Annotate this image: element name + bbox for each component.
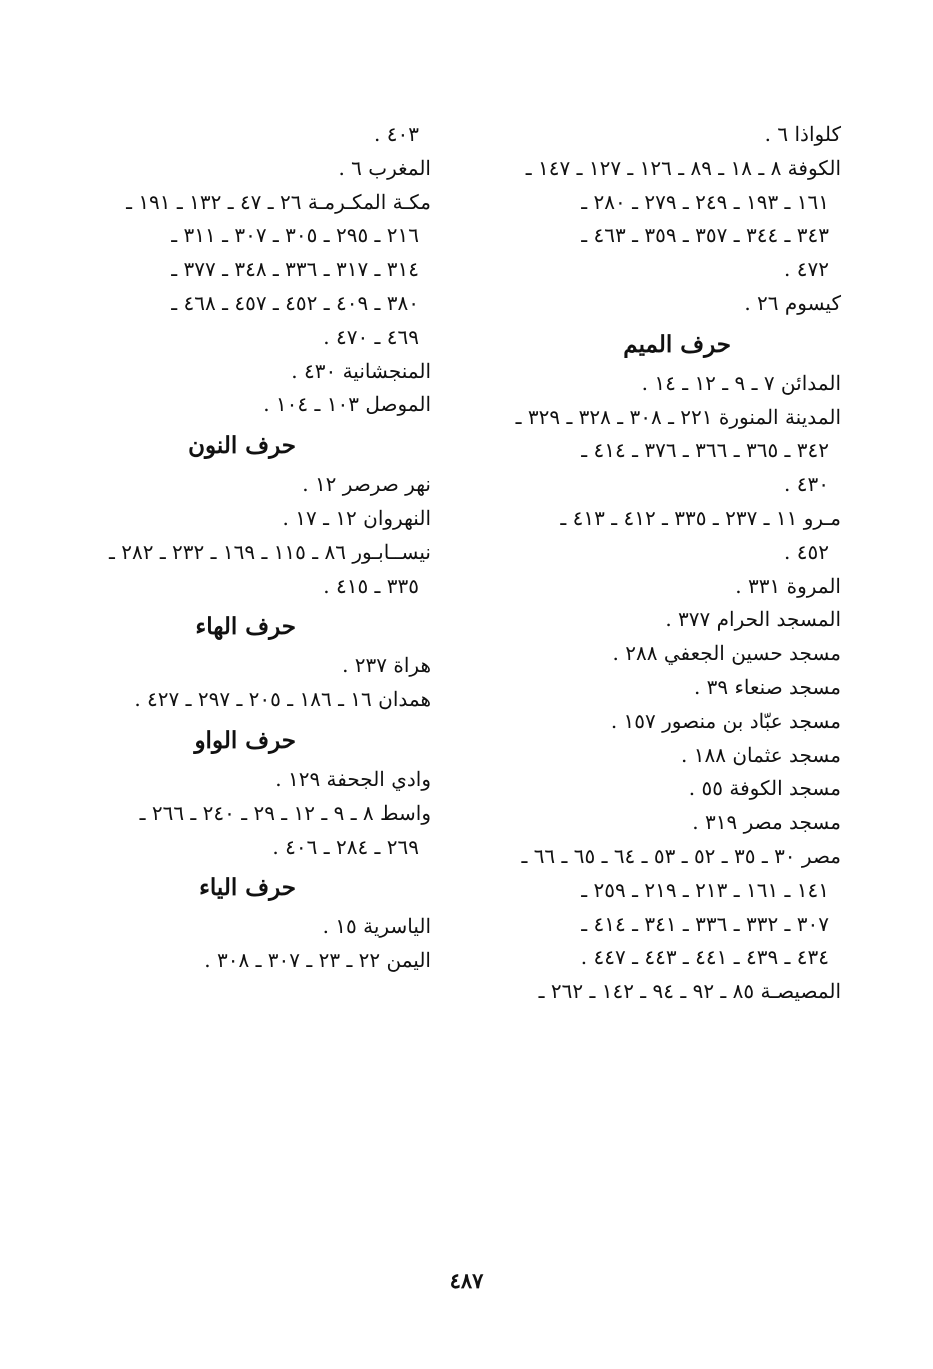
index-entry: وادي الجحفة ١٢٩ . [275, 766, 431, 791]
section-heading: حرف النون [188, 432, 296, 460]
section-heading: حرف الياء [199, 874, 296, 902]
index-entry: المسجد الحرام ٣٧٧ . [665, 607, 841, 632]
index-entry: المصيصـة ٨٥ ـ ٩٢ ـ ٩٤ ـ ١٤٢ ـ ٢٦٢ ـ [538, 979, 841, 1004]
index-entry-continuation: ٣٨٠ ـ ٤٠٩ ـ ٤٥٢ ـ ٤٥٧ ـ ٤٦٨ ـ [171, 290, 419, 315]
index-entry: مسجد مصر ٣١٩ . [692, 810, 841, 835]
index-entry: مسجد عثمان ١٨٨ . [681, 742, 841, 767]
index-entry-continuation: ٤٦٩ ـ ٤٧٠ . [323, 324, 419, 349]
left-column [79, 118, 431, 978]
index-entry: همدان ١٦ ـ ١٨٦ ـ ٢٠٥ ـ ٢٩٧ ـ ٤٢٧ . [134, 687, 431, 712]
index-entry-continuation: ٤٣٠ . [784, 472, 829, 497]
index-entry-continuation: ٣١٤ ـ ٣١٧ ـ ٣٣٦ ـ ٣٤٨ ـ ٣٧٧ ـ [171, 257, 419, 282]
index-entry-continuation: ٣٤٣ ـ ٣٤٤ ـ ٣٥٧ ـ ٣٥٩ ـ ٤٦٣ ـ [581, 223, 829, 248]
index-entry: اليمن ٢٢ ـ ٢٣ ـ ٣٠٧ ـ ٣٠٨ . [204, 948, 431, 973]
index-entry: كيسوم ٢٦ . [744, 290, 841, 315]
index-entry: النهروان ١٢ ـ ١٧ . [282, 505, 431, 530]
index-entry-continuation: ٢٦٩ ـ ٢٨٤ ـ ٤٠٦ . [272, 834, 419, 859]
section-heading: حرف الواو [194, 726, 296, 754]
index-entry: مسجد صنعاء ٣٩ . [693, 674, 841, 699]
index-entry-continuation: ٤٣٤ ـ ٤٣٩ ـ ٤٤١ ـ ٤٤٣ ـ ٤٤٧ . [580, 945, 829, 970]
index-entry-continuation: ٣٠٧ ـ ٣٣٢ ـ ٣٣٦ ـ ٣٤١ ـ ٤١٤ ـ [581, 911, 829, 936]
index-entry-continuation: ٤٧٢ . [784, 257, 829, 282]
index-entry: مسجد الكوفة ٥٥ . [688, 776, 841, 801]
index-entry-continuation: ٢١٦ ـ ٢٩٥ ـ ٣٠٥ ـ ٣٠٧ ـ ٣١١ ـ [171, 223, 419, 248]
index-entry-continuation: ٣٣٥ ـ ٤١٥ . [323, 573, 419, 598]
index-entry: الموصل ١٠٣ ـ ١٠٤ . [263, 392, 431, 417]
index-entry: المروة ٣٣١ . [735, 573, 841, 598]
index-entry: مسجد عبّاد بن منصور ١٥٧ . [610, 708, 841, 733]
index-entry: مصر ٣٠ ـ ٣٥ ـ ٥٢ ـ ٥٣ ـ ٦٤ ـ ٦٥ ـ ٦٦ ـ [521, 843, 841, 868]
section-heading: حرف الهاء [195, 613, 296, 641]
section-heading: حرف الميم [623, 330, 731, 358]
page-number: ٤٨٧ [449, 1268, 484, 1293]
index-entry: المنجشانية ٤٣٠ . [291, 358, 431, 383]
index-entry-continuation: ٤٥٢ . [784, 539, 829, 564]
index-entry: هراة ٢٣٧ . [342, 653, 431, 678]
index-entry-continuation: ١٤١ ـ ١٦١ ـ ٢١٣ ـ ٢١٩ ـ ٢٥٩ ـ [581, 877, 829, 902]
index-entry-continuation: ١٦١ ـ ١٩٣ ـ ٢٤٩ ـ ٢٧٩ ـ ٢٨٠ ـ [581, 189, 829, 214]
index-entry-continuation: ٤٠٣ . [374, 122, 419, 146]
index-entry: المغرب ٦ . [338, 155, 431, 180]
index-entry: مـرو ١١ ـ ٢٣٧ ـ ٣٣٥ ـ ٤١٢ ـ ٤١٣ ـ [560, 505, 841, 530]
index-entry: كلواذا ٦ . [764, 122, 841, 146]
index-entry: المدائن ٧ ـ ٩ ـ ١٢ ـ ١٤ . [641, 370, 841, 395]
index-entry: مكـة المكـرمـة ٢٦ ـ ٤٧ ـ ١٣٢ ـ ١٩١ ـ [126, 189, 431, 214]
right-column [489, 118, 841, 1009]
index-entry: المدينة المنورة ٢٢١ ـ ٣٠٨ ـ ٣٢٨ ـ ٣٢٩ ـ [515, 404, 841, 429]
index-entry: الياسرية ١٥ . [322, 914, 431, 939]
index-entry-continuation: ٣٤٢ ـ ٣٦٥ ـ ٣٦٦ ـ ٣٧٦ ـ ٤١٤ ـ [581, 438, 829, 463]
index-entry: الكوفة ٨ ـ ١٨ ـ ٨٩ ـ ١٢٦ ـ ١٢٧ ـ ١٤٧ ـ [525, 155, 841, 180]
index-entry: نيســابـور ٨٦ ـ ١١٥ ـ ١٦٩ ـ ٢٣٢ ـ ٢٨٢ ـ [109, 539, 431, 564]
index-entry: مسجد حسين الجعفي ٢٨٨ . [612, 641, 841, 666]
index-entry: نهر صرصر ١٢ . [302, 472, 431, 497]
index-entry: واسط ٨ ـ ٩ ـ ١٢ ـ ٢٩ ـ ٢٤٠ ـ ٢٦٦ ـ [139, 800, 431, 825]
